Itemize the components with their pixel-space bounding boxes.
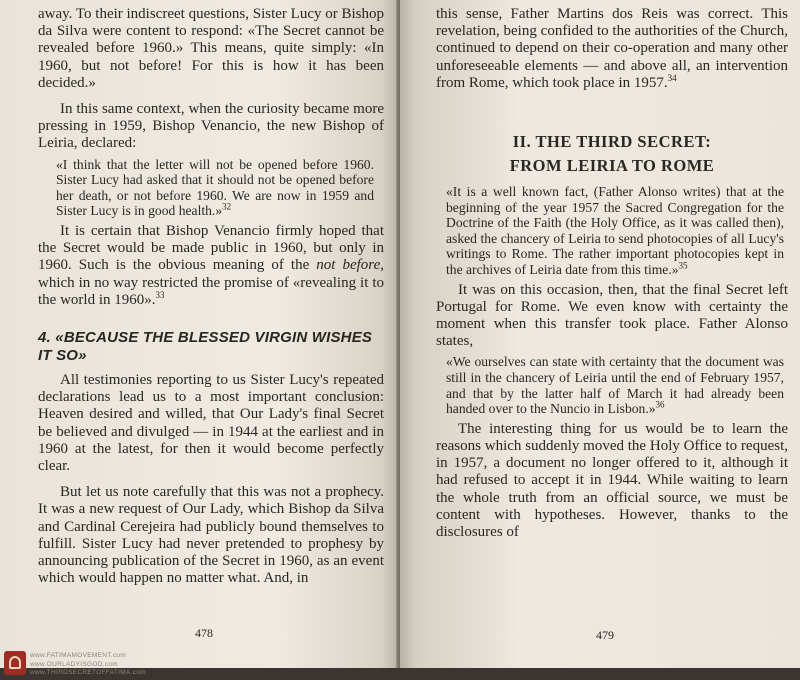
footnote-ref-35: 35 xyxy=(678,260,688,271)
page-number-left: 478 xyxy=(195,626,213,640)
left-quote-1 xyxy=(56,157,374,219)
left-page xyxy=(0,0,398,668)
left-paragraph-3-emphasis: not before xyxy=(316,257,381,274)
watermark-line-1: www.FATIMAMOVEMENT.com xyxy=(30,652,127,659)
page-number-right: 479 xyxy=(596,628,614,642)
left-paragraph-2: In this same context, when the curiosity became more pressing in 1959, Bishop Venancio, the new Bishop of Leiria, declared: xyxy=(38,101,384,152)
left-paragraph-3-a: It is certain that Bishop Venancio firmly hoped that the Secret would be made public in 1960, but only in 1960. Such is the obvious meaning of the xyxy=(38,223,384,274)
watermark-line-3: www.THIRDSECRETOFFATIMA.com xyxy=(30,669,146,676)
watermark-line-2: www.OURLADYISGOD.com xyxy=(30,660,118,668)
right-paragraph-1-text: this sense, Father Martins dos Reis was correct. This revelation, being confided to the authorities of the Church, continued to depend on their co-operation and many other unforeseeable elements — and above all, an intervention from Rome, which took place in 1957. xyxy=(436,6,788,91)
footnote-ref-33: 33 xyxy=(155,289,165,300)
chapter-heading-line-2: FROM LEIRIA TO ROME xyxy=(509,156,715,176)
left-paragraph-1: away. To their indiscreet questions, Sister Lucy or Bishop da Silva were content to respond: «The Secret cannot be revealed before 1960.» This means, quite simply: «In 1960, but not before! For this is how it has been decided.» xyxy=(38,6,384,91)
watermark xyxy=(30,652,146,678)
right-paragraph-3: The interesting thing for us would be to learn the reasons which suddenly moved the Holy Office to request, in 1957, a document no longer offered to it, although it had refused to accept it in 1944. While waiting to learn the whole truth from an official source, we must be content with hypotheses. However, thanks to the disclosures of xyxy=(436,420,788,540)
left-paragraph-5: But let us note carefully that this was not a prophecy. It was a new request of Our Lady, which Bishop da Silva and Cardinal Cerejeira had publicly bound themselves to fulfill. Sister Lucy had never pretended to prophesy by announcing publication of the Secret in 1960, as an event which would happen no matter what. And, in xyxy=(38,484,384,587)
footnote-ref-36: 36 xyxy=(655,399,665,410)
right-page xyxy=(400,0,800,668)
footnote-ref-34: 34 xyxy=(667,72,677,83)
footnote-ref-32: 32 xyxy=(222,201,232,212)
section-heading-4: 4. «BECAUSE THE BLESSED VIRGIN WISHES IT SO» xyxy=(38,329,373,365)
right-quote-2-text: «We ourselves can state with certainty that the document was still in the chancery of Leiria until the end of February 1957, and that by the latter half of March it had already been handed over to the Nuncio in Lisbon.» xyxy=(446,354,784,417)
right-quote-1-text: «It is a well known fact, (Father Alonso writes) that at the beginning of the year 1957 the Sacred Congregation for the Doctrine of the Faith (the Holy Office, as it was called then), asked the chancery of Leiria to send photocopies of all Lucy's writings to Rome. The rather important photocopies kept in the archives of Leiria date from this time.» xyxy=(446,184,784,277)
chapter-heading xyxy=(436,130,788,178)
right-paragraph-2: It was on this occasion, then, that the final Secret left Portugal for Rome. We even know with certainty the moment when this transfer took place. Father Alonso states, xyxy=(436,281,788,350)
left-quote-1-text: «I think that the letter will not be opened before 1960. Sister Lucy had asked that it should not be opened before her death, or not before 1960. We are now in 1959 and Sister Lucy is in good health.» xyxy=(56,156,374,219)
right-paragraph-1 xyxy=(436,6,788,92)
left-paragraph-3-b: , which in no way restricted the promise of «revealing it to the world in 1960». xyxy=(38,257,384,308)
fatima-logo-icon xyxy=(4,651,26,675)
left-paragraph-4: All testimonies reporting to us Sister Lucy's repeated declarations lead us to a most important conclusion: Heaven desired and willed, that Our Lady's final Secret be believed and divulged — in 1944 at the earliest and in 1960 at the latest, for then it would become perfectly clear. xyxy=(38,372,384,475)
chapter-heading-line-1: II. THE THIRD SECRET: xyxy=(512,132,712,152)
right-quote-2 xyxy=(446,354,784,416)
left-paragraph-3 xyxy=(38,223,384,309)
right-quote-1 xyxy=(446,184,784,278)
